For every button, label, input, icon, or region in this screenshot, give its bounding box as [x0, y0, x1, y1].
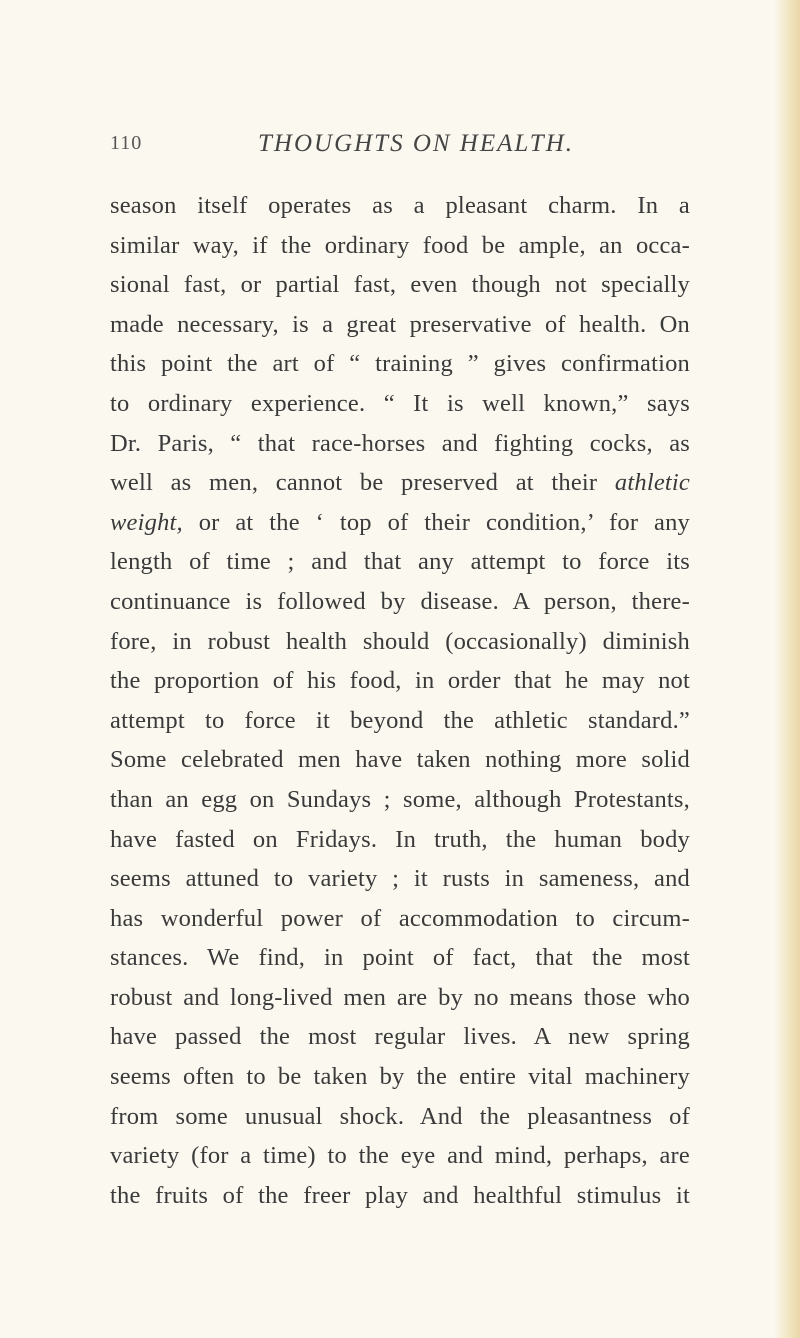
text-line: this point the art of “ training ” gives confirmation: [110, 350, 690, 378]
text-line: seems often to be taken by the entire vital machinery: [110, 1063, 690, 1091]
italic-word: weight,: [110, 508, 183, 536]
text-line: have passed the most regular lives. A new spring: [110, 1023, 690, 1051]
text-segment: well as men, cannot be preserved at their: [110, 469, 598, 497]
text-line: from some unusual shock. And the pleasantness of: [110, 1102, 690, 1130]
running-title: THOUGHTS ON HEALTH.: [258, 130, 575, 157]
text-line: variety (for a time) to the eye and mind, perhaps, are: [110, 1142, 690, 1170]
text-line: season itself operates as a pleasant charm. In a: [110, 192, 690, 219]
text-line: attempt to force it beyond the athletic standard.”: [110, 706, 690, 734]
page-number: 110: [110, 132, 143, 154]
text-line: Dr. Paris, “ that race-horses and fighting cocks, as: [110, 429, 690, 457]
body-text: [110, 186, 690, 1215]
text-line: have fasted on Fridays. In truth, the human body: [110, 825, 690, 853]
text-line: the fruits of the freer play and healthful stimulus it: [110, 1181, 690, 1209]
text-line: sional fast, or partial fast, even though not specially: [110, 271, 690, 299]
text-line: stances. We find, in point of fact, that the most: [110, 944, 690, 972]
page-header: [110, 130, 670, 170]
text-line: robust and long-lived men are by no means those who: [110, 983, 690, 1011]
text-line: than an egg on Sundays ; some, although Protestants,: [110, 785, 690, 813]
italic-word: athletic: [614, 469, 690, 497]
text-line: fore, in robust health should (occasionally) diminish: [110, 627, 690, 655]
text-line: to ordinary experience. “ It is well known,” says: [110, 389, 690, 417]
text-line: length of time ; and that any attempt to force its: [110, 548, 690, 576]
text-line: the proportion of his food, in order that he may not: [110, 667, 690, 695]
text-line: has wonderful power of accommodation to circum-: [110, 904, 690, 932]
page-edge-shadow: [774, 0, 800, 1338]
text-line-with-italic: [110, 463, 690, 503]
text-line: seems attuned to variety ; it rusts in sameness, and: [110, 865, 690, 893]
text-segment: or at the ‘ top of their condition,’ for any: [198, 508, 690, 536]
text-line: made necessary, is a great preservative of health. On: [110, 310, 690, 338]
text-line: Some celebrated men have taken nothing more solid: [110, 746, 690, 774]
text-line: continuance is followed by disease. A person, there-: [110, 587, 690, 615]
text-line: similar way, if the ordinary food be ample, an occa-: [110, 231, 690, 259]
text-line-with-italic: [110, 503, 690, 543]
